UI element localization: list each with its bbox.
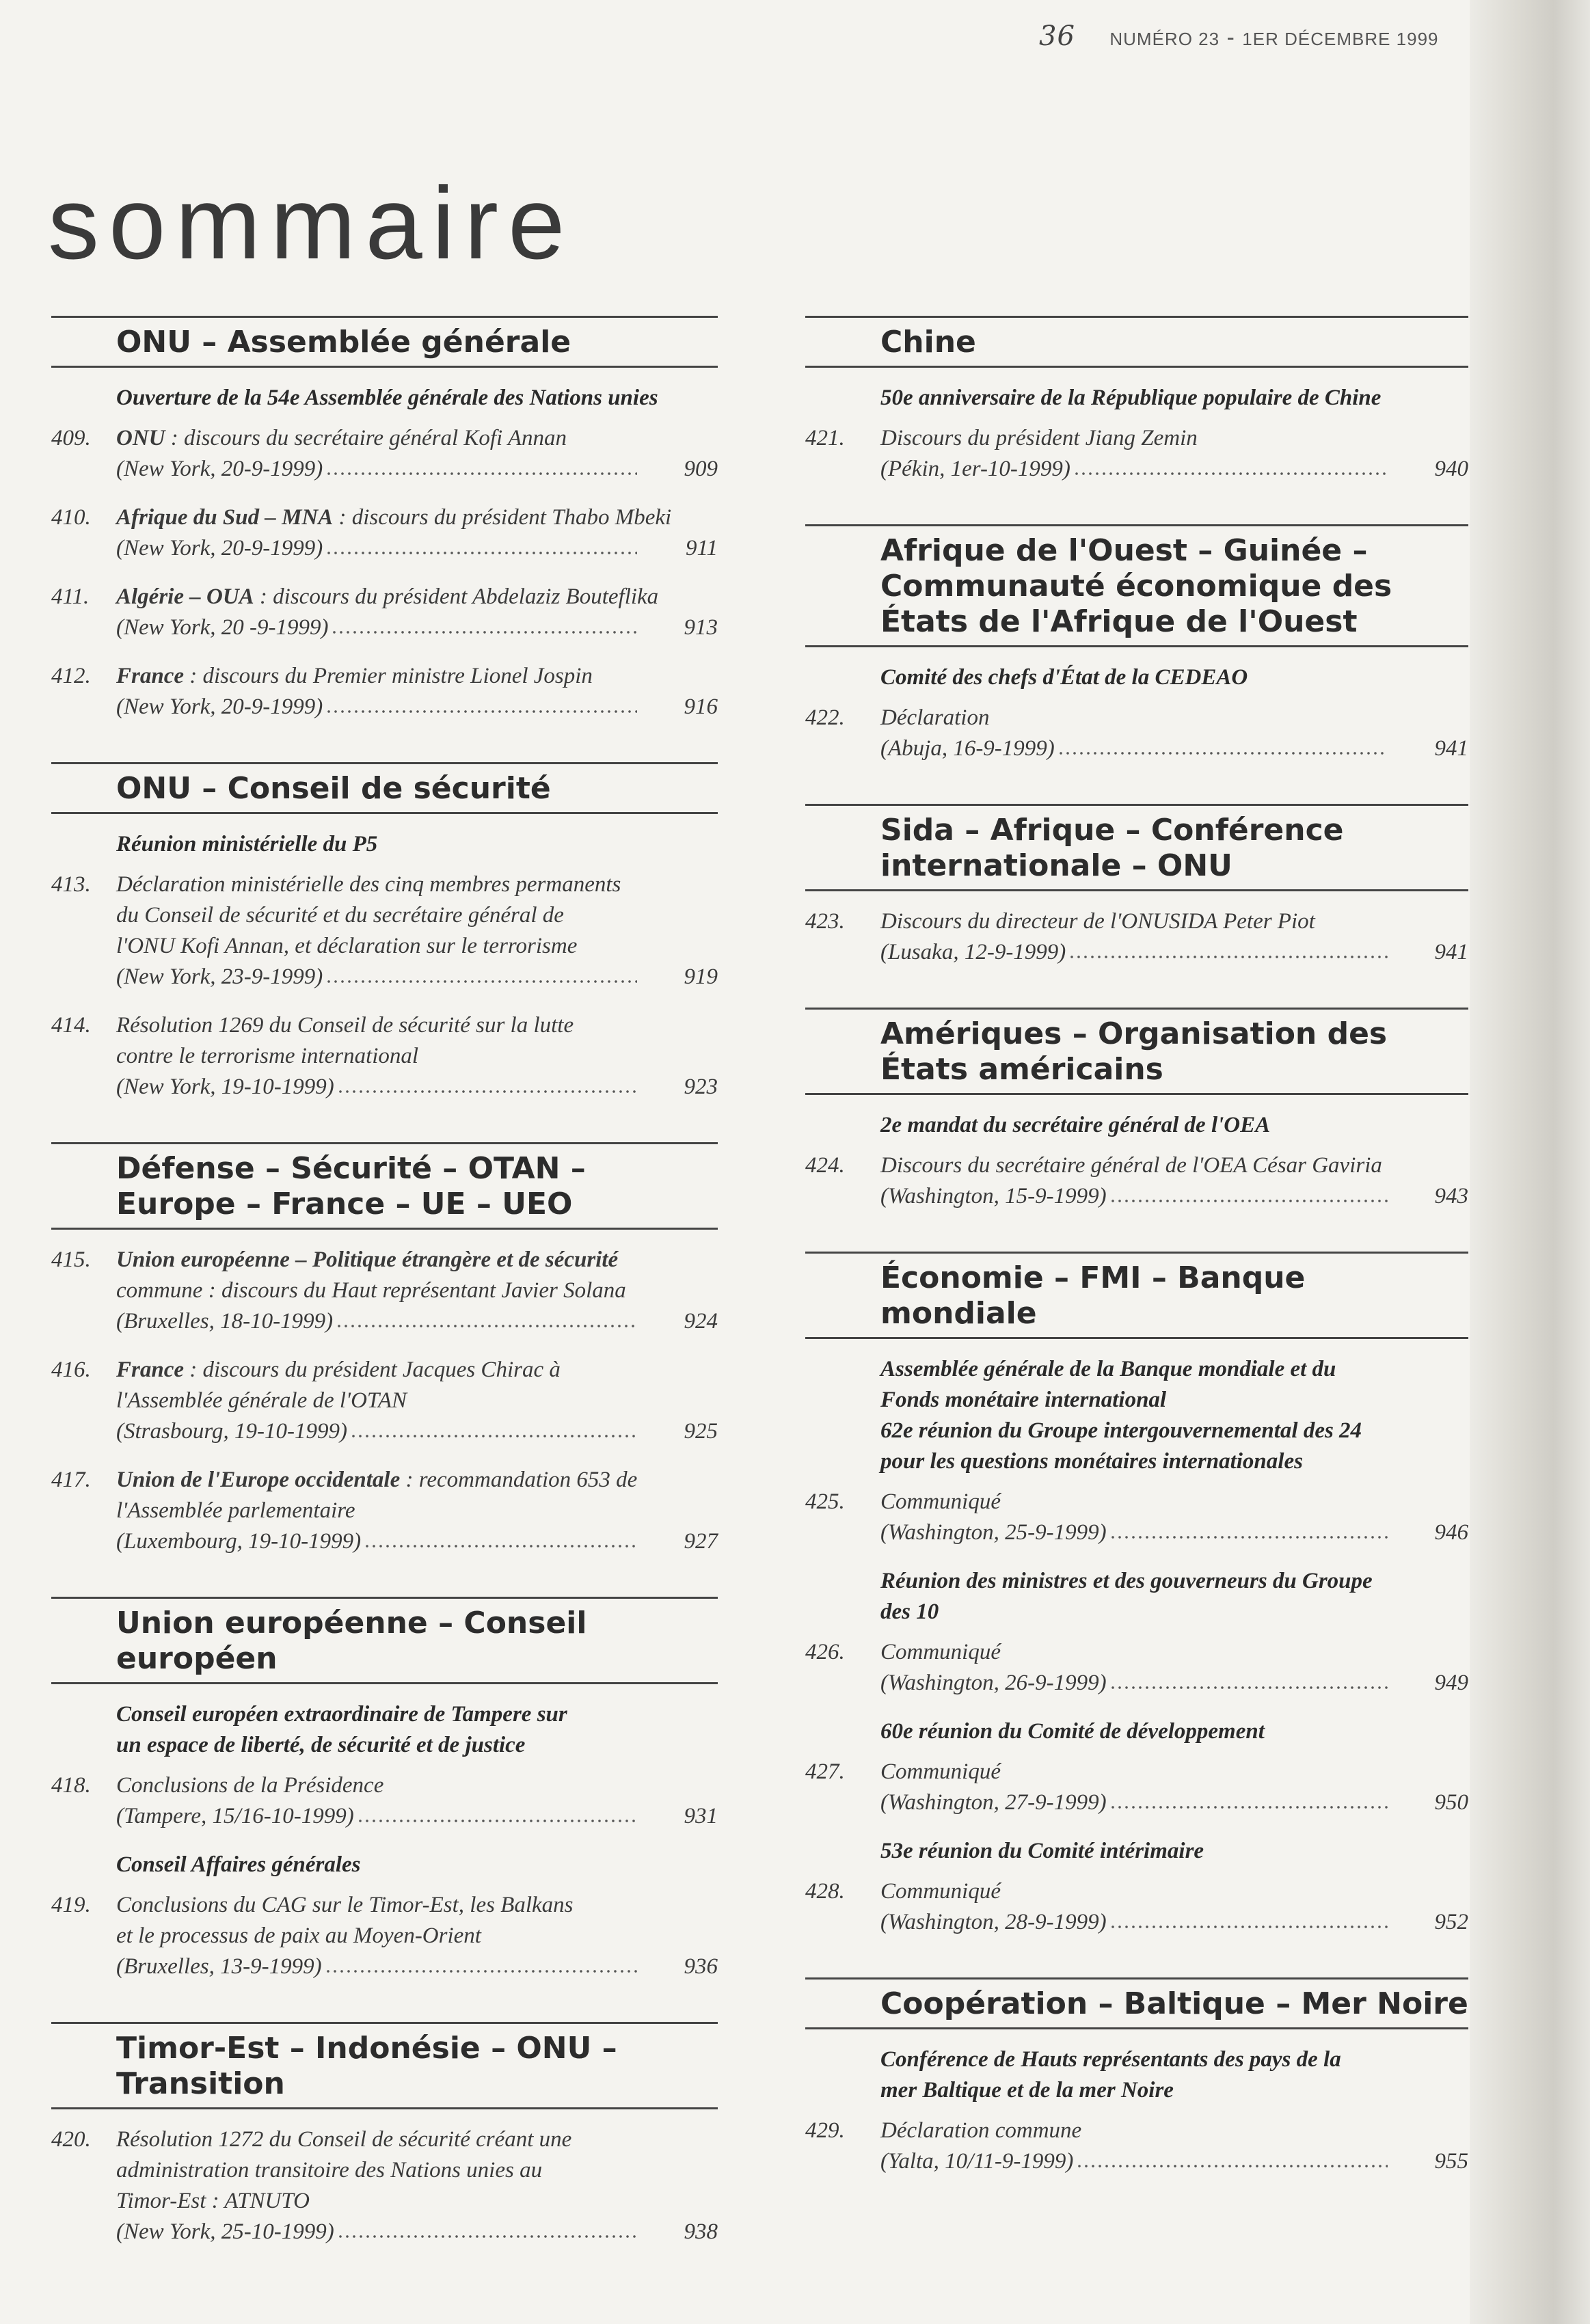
entry-number: 414. [51, 1013, 91, 1038]
entry-body [880, 1487, 1468, 1548]
entry-page-number: 952 [1434, 1910, 1468, 1934]
entry-number: 421. [805, 426, 845, 450]
entry-number: 418. [51, 1773, 91, 1798]
toc-section [805, 1008, 1468, 1212]
leader-dots [1073, 470, 1388, 478]
entry-body [116, 582, 718, 643]
leader-dots [325, 977, 637, 986]
entry-title-bold: ONU [116, 426, 165, 450]
section-heading: Défense – Sécurité – OTAN – Europe – France – UE – UEO [51, 1142, 718, 1230]
subheading: Comité des chefs d'État de la CEDEAO [880, 665, 1248, 690]
subheading: Réunion ministérielle du P5 [116, 832, 378, 856]
entry-page-number: 913 [684, 615, 718, 640]
handwritten-page-number: 36 [1039, 21, 1075, 52]
entry-place-date: (New York, 23-9-1999) [116, 964, 323, 989]
entry-page-number: 919 [684, 964, 718, 989]
entry-body [880, 1876, 1468, 1938]
entry-line: Timor-Est : ATNUTO [116, 2189, 310, 2213]
subheading: 60e réunion du Comité de développement [880, 1719, 1265, 1744]
entry-number: 422. [805, 705, 845, 730]
leader-dots [337, 1087, 637, 1096]
entry-number: 426. [805, 1640, 845, 1664]
entry-place-date: (Strasbourg, 19-10-1999) [116, 1419, 347, 1444]
entry-number: 415. [51, 1247, 91, 1272]
entry-source-line [880, 1181, 1468, 1212]
entry-title: Déclaration [880, 705, 990, 730]
toc-entry[interactable] [51, 1770, 718, 1832]
entry-title: France : discours du Premier ministre Lionel Jospin [116, 664, 593, 688]
entry-title: Résolution 1272 du Conseil de sécurité créant une [116, 2127, 572, 2152]
entry-place-date: (Washington, 26-9-1999) [880, 1671, 1107, 1695]
entry-body [116, 1245, 718, 1337]
entry-title-bold: Union européenne – Politique étrangère et de sécurité [116, 1247, 619, 1272]
issue-number: NUMÉRO 23 [1109, 29, 1220, 49]
page-edge-shadow [1470, 0, 1590, 2324]
toc-entry[interactable] [51, 869, 718, 992]
section-heading: Économie – FMI – Banque mondiale [805, 1252, 1468, 1339]
entry-body [116, 1465, 718, 1557]
toc-entry[interactable] [51, 423, 718, 485]
entry-body [116, 1770, 718, 1832]
entry-body [116, 423, 718, 485]
entry-place-date: (Washington, 25-9-1999) [880, 1520, 1107, 1545]
entry-number: 419. [51, 1893, 91, 1917]
entry-source-line [880, 2146, 1468, 2177]
toc-entry[interactable] [805, 2116, 1468, 2177]
subheading: Réunion des ministres et des gouverneurs du Groupe des 10 [880, 1569, 1373, 1624]
entry-title: Déclaration ministérielle des cinq membres permanents [116, 872, 621, 897]
entry-place-date: (New York, 20-9-1999) [116, 457, 323, 481]
entry-number: 423. [805, 909, 845, 934]
leader-dots [364, 1542, 637, 1550]
entry-number: 413. [51, 872, 91, 897]
entry-line: l'Assemblée parlementaire [116, 1498, 355, 1523]
toc-entry[interactable] [805, 1876, 1468, 1938]
toc-section [51, 1142, 718, 1557]
leader-dots [325, 1967, 637, 1975]
entry-title-bold: Afrique du Sud – MNA [116, 505, 334, 530]
entry-source-line [880, 1907, 1468, 1938]
subheading: Assemblée générale de la Banque mondiale et du Fonds monétaire international 62e réunion du Groupe intergouvernemental des 24 pour les questions monétaires internationales [880, 1357, 1362, 1474]
entry-source-line [116, 1306, 718, 1337]
subheading: 53e réunion du Comité intérimaire [880, 1839, 1204, 1863]
entry-number: 429. [805, 2118, 845, 2143]
entry-source-line [116, 2217, 718, 2247]
toc-section [51, 316, 718, 722]
entry-line: et le processus de paix au Moyen-Orient [116, 1923, 481, 1948]
page-title: sommaire [48, 165, 575, 280]
entry-source-line [116, 1072, 718, 1103]
entry-place-date: (Washington, 27-9-1999) [880, 1790, 1107, 1815]
entry-source-line [116, 1416, 718, 1447]
entry-body [880, 2116, 1468, 2177]
entry-number: 410. [51, 505, 91, 530]
entry-place-date: (Bruxelles, 18-10-1999) [116, 1309, 334, 1334]
leader-dots [357, 1817, 637, 1825]
entry-page-number: 909 [684, 457, 718, 481]
section-heading: Union européenne – Conseil européen [51, 1597, 718, 1684]
section-heading: Coopération – Baltique – Mer Noire [805, 1977, 1468, 2029]
toc-entry[interactable] [805, 1487, 1468, 1548]
entry-source-line [116, 692, 718, 722]
toc-entry[interactable] [51, 1355, 718, 1447]
entry-place-date: (Washington, 28-9-1999) [880, 1910, 1107, 1934]
entry-body [116, 1010, 718, 1103]
entry-source-line [116, 962, 718, 992]
entry-place-date: (New York, 20-9-1999) [116, 694, 323, 719]
entry-page-number: 938 [684, 2219, 718, 2244]
entry-line: administration transitoire des Nations unies au [116, 2158, 543, 2183]
entry-source-line [116, 1526, 718, 1557]
entry-body [880, 423, 1468, 485]
entry-place-date: (Luxembourg, 19-10-1999) [116, 1529, 362, 1554]
entry-page-number: 927 [684, 1529, 718, 1554]
entry-place-date: (New York, 25-10-1999) [116, 2219, 334, 2244]
leader-dots [1109, 1923, 1388, 1931]
entry-title: Discours du secrétaire général de l'OEA César Gaviria [880, 1153, 1382, 1178]
entry-place-date: (Bruxelles, 13-9-1999) [116, 1954, 322, 1979]
section-heading: Amériques – Organisation des États américains [805, 1008, 1468, 1095]
toc-section [805, 1977, 1468, 2177]
entry-title-bold: France [116, 1357, 184, 1382]
toc-section [51, 2022, 718, 2247]
entry-page-number: 941 [1434, 736, 1468, 761]
entry-source-line [880, 733, 1468, 764]
entry-title: Conclusions de la Présidence [116, 1773, 384, 1798]
entry-body [116, 1890, 718, 1982]
toc-section [805, 524, 1468, 764]
entry-line: commune : discours du Haut représentant Javier Solana [116, 1278, 626, 1303]
entry-source-line [116, 1801, 718, 1832]
entry-page-number: 936 [684, 1954, 718, 1979]
entry-title: Afrique du Sud – MNA : discours du président Thabo Mbeki [116, 505, 672, 530]
toc-entry[interactable] [51, 1010, 718, 1103]
leader-dots [1068, 953, 1388, 961]
toc-entry[interactable] [51, 582, 718, 643]
page-header: 36 NUMÉRO 23 - 1ER DÉCEMBRE 1999 [1039, 21, 1439, 52]
leader-dots [337, 2232, 637, 2241]
entry-title-bold: Union de l'Europe occidentale [116, 1468, 401, 1492]
section-heading: Chine [805, 316, 1468, 368]
subheading: Conseil Affaires générales [116, 1852, 361, 1877]
entry-title: Communiqué [880, 1759, 1001, 1784]
toc-entry[interactable] [51, 1245, 718, 1337]
leader-dots [325, 707, 637, 716]
entry-title: Communiqué [880, 1489, 1001, 1514]
toc-entry[interactable] [805, 1150, 1468, 1212]
entry-source-line [880, 1668, 1468, 1699]
toc-section [51, 762, 718, 1103]
entry-number: 409. [51, 426, 91, 450]
entry-title: Union de l'Europe occidentale : recommandation 653 de [116, 1468, 638, 1492]
entry-place-date: (Washington, 15-9-1999) [880, 1184, 1107, 1208]
entry-body [880, 703, 1468, 764]
entry-number: 427. [805, 1759, 845, 1784]
toc-entry[interactable] [805, 1757, 1468, 1818]
entry-number: 420. [51, 2127, 91, 2152]
toc-entry[interactable] [805, 1637, 1468, 1699]
entry-place-date: (Yalta, 10/11-9-1999) [880, 2149, 1074, 2174]
subheading: 50e anniversaire de la République populaire de Chine [880, 386, 1382, 410]
entry-line: l'Assemblée générale de l'OTAN [116, 1388, 407, 1413]
toc-entry[interactable] [51, 1465, 718, 1557]
entry-place-date: (New York, 19-10-1999) [116, 1075, 334, 1099]
entry-title-bold: France [116, 664, 184, 688]
leader-dots [331, 628, 637, 636]
entry-source-line [116, 454, 718, 485]
right-column [805, 316, 1468, 2217]
leader-dots [1057, 749, 1388, 757]
entry-page-number: 946 [1434, 1520, 1468, 1545]
entry-title [116, 1245, 718, 1275]
entry-body [880, 906, 1468, 968]
entry-page-number: 949 [1434, 1671, 1468, 1695]
toc-section [805, 1252, 1468, 1938]
toc-entry[interactable] [51, 2124, 718, 2247]
entry-title: Résolution 1269 du Conseil de sécurité sur la lutte [116, 1013, 574, 1038]
entry-source-line [116, 1951, 718, 1982]
toc-section [805, 804, 1468, 968]
entry-source-line [880, 1787, 1468, 1818]
entry-title: ONU : discours du secrétaire général Kofi Annan [116, 426, 567, 450]
entry-page-number: 924 [684, 1309, 718, 1334]
subheading: 2e mandat du secrétaire général de l'OEA [880, 1113, 1271, 1137]
leader-dots [1109, 1684, 1388, 1692]
toc-entry[interactable] [805, 906, 1468, 968]
entry-title: France : discours du président Jacques Chirac à [116, 1357, 561, 1382]
leader-dots [1076, 2162, 1388, 2170]
entry-page-number: 941 [1434, 940, 1468, 964]
section-heading: ONU – Assemblée générale [51, 316, 718, 368]
entry-number: 417. [51, 1468, 91, 1492]
section-heading: Afrique de l'Ouest – Guinée – Communauté économique des États de l'Afrique de l'Ouest [805, 524, 1468, 647]
entry-page-number: 925 [684, 1419, 718, 1444]
subheading: Conseil européen extraordinaire de Tampere sur un espace de liberté, de sécurité et de justice [116, 1702, 567, 1757]
entry-page-number: 923 [684, 1075, 718, 1099]
entry-number: 425. [805, 1489, 845, 1514]
subheading: Conférence de Hauts représentants des pays de la mer Baltique et de la mer Noire [880, 2047, 1341, 2103]
entry-number: 424. [805, 1153, 845, 1178]
toc-entry[interactable] [51, 661, 718, 722]
entry-place-date: (Abuja, 16-9-1999) [880, 736, 1055, 761]
section-heading: ONU – Conseil de sécurité [51, 762, 718, 814]
entry-body [116, 661, 718, 722]
entry-page-number: 943 [1434, 1184, 1468, 1208]
leader-dots [1109, 1197, 1388, 1205]
entry-title: Conclusions du CAG sur le Timor-Est, les Balkans [116, 1893, 574, 1917]
entry-place-date: (Pékin, 1er-10-1999) [880, 457, 1070, 481]
toc-entry[interactable] [51, 502, 718, 564]
leader-dots [325, 549, 637, 557]
entry-body [116, 869, 718, 992]
entry-number: 428. [805, 1879, 845, 1904]
toc-section [51, 1597, 718, 1982]
leader-dots [1109, 1533, 1388, 1541]
entry-page-number: 911 [685, 536, 718, 560]
entry-body [116, 1355, 718, 1447]
entry-line: contre le terrorisme international [116, 1044, 419, 1068]
entry-body [880, 1757, 1468, 1818]
entry-body [880, 1150, 1468, 1212]
entry-title: Déclaration commune [880, 2118, 1082, 2143]
subheading: Ouverture de la 54e Assemblée générale des Nations unies [116, 386, 658, 410]
leader-dots [336, 1322, 637, 1330]
entry-page-number: 940 [1434, 457, 1468, 481]
entry-place-date: (New York, 20-9-1999) [116, 536, 323, 560]
entry-place-date: (Lusaka, 12-9-1999) [880, 940, 1066, 964]
entry-source-line [116, 612, 718, 643]
entry-title: Discours du président Jiang Zemin [880, 426, 1198, 450]
toc-entry[interactable] [51, 1890, 718, 1982]
entry-line: du Conseil de sécurité et du secrétaire général de [116, 903, 564, 928]
entry-page-number: 950 [1434, 1790, 1468, 1815]
entry-title: Discours du directeur de l'ONUSIDA Peter Piot [880, 909, 1315, 934]
leader-dots [350, 1432, 637, 1440]
entry-body [116, 2124, 718, 2247]
entry-number: 416. [51, 1357, 91, 1382]
entry-source-line [880, 937, 1468, 968]
entry-source-line [880, 1517, 1468, 1548]
section-heading: Timor-Est – Indonésie – ONU – Transition [51, 2022, 718, 2109]
leader-dots [325, 470, 637, 478]
entry-body [116, 502, 718, 564]
section-heading: Sida – Afrique – Conférence internationale – ONU [805, 804, 1468, 891]
entry-source-line [116, 533, 718, 564]
entry-page-number: 955 [1434, 2149, 1468, 2174]
entry-place-date: (Tampere, 15/16-10-1999) [116, 1804, 354, 1828]
entry-title: Algérie – OUA : discours du président Abdelaziz Bouteflika [116, 584, 659, 609]
leader-dots [1109, 1803, 1388, 1811]
entry-number: 412. [51, 664, 91, 688]
toc-entry[interactable] [805, 703, 1468, 764]
entry-page-number: 931 [684, 1804, 718, 1828]
entry-number: 411. [51, 584, 90, 609]
entry-body [880, 1637, 1468, 1699]
toc-entry[interactable] [805, 423, 1468, 485]
entry-page-number: 916 [684, 694, 718, 719]
entry-title: Communiqué [880, 1879, 1001, 1904]
issue-date: 1ER DÉCEMBRE 1999 [1242, 29, 1439, 49]
toc-section [805, 316, 1468, 485]
entry-source-line [880, 454, 1468, 485]
entry-line: l'ONU Kofi Annan, et déclaration sur le terrorisme [116, 934, 578, 958]
entry-title-bold: Algérie – OUA [116, 584, 254, 609]
entry-title: Communiqué [880, 1640, 1001, 1664]
entry-place-date: (New York, 20 -9-1999) [116, 615, 329, 640]
left-column [51, 316, 718, 2287]
